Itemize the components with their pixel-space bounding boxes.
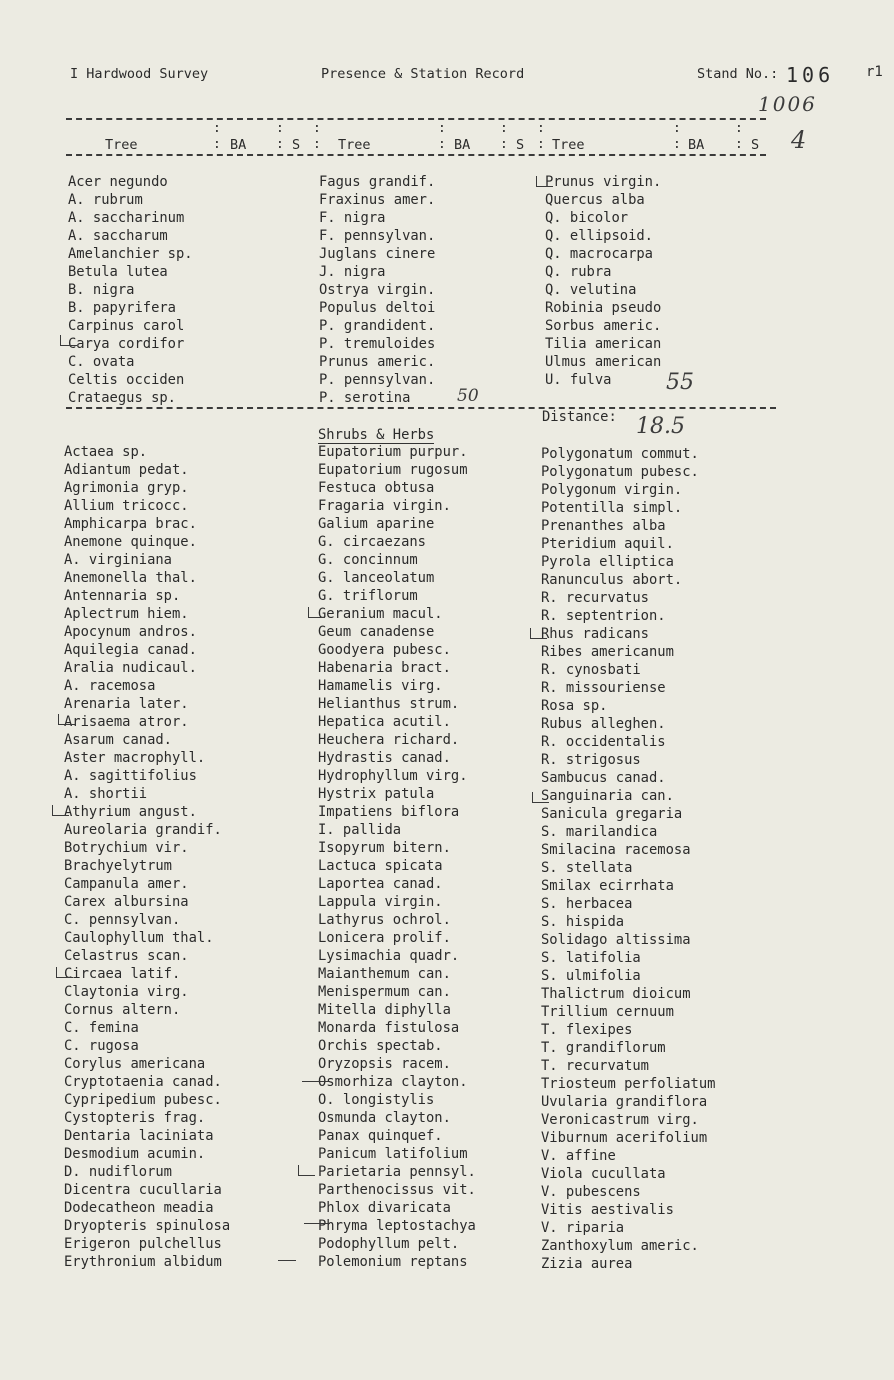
herb-species-item: T. flexipes xyxy=(541,1022,633,1038)
herb-species-item: Hydrastis canad. xyxy=(318,750,451,766)
herb-species-item: Viola cucullata xyxy=(541,1166,666,1182)
check-mark xyxy=(56,967,73,978)
colon-mark: : xyxy=(313,137,321,152)
colon-mark: : xyxy=(537,121,545,136)
tree-species-item: Q. rubra xyxy=(545,264,612,280)
herb-species-item: Rubus alleghen. xyxy=(541,716,666,732)
herb-species-item: Allium tricocc. xyxy=(64,498,189,514)
herb-list-col1 xyxy=(64,443,230,1271)
herb-species-item: Cystopteris frag. xyxy=(64,1110,206,1126)
check-mark xyxy=(532,792,549,803)
herb-species-item: Monarda fistulosa xyxy=(318,1020,460,1036)
herb-species-item: Veronicastrum virg. xyxy=(541,1112,699,1128)
stand-number: 106 xyxy=(786,63,835,87)
herb-species-item: Cypripedium pubesc. xyxy=(64,1092,222,1108)
colon-mark: : xyxy=(313,121,321,136)
herb-species-item: Phryma leptostachya xyxy=(318,1218,476,1234)
corner-mark: r1 xyxy=(866,64,883,80)
herb-species-item: Parthenocissus vit. xyxy=(318,1182,476,1198)
colon-mark: : xyxy=(438,137,446,152)
herb-species-item: Uvularia grandiflora xyxy=(541,1094,708,1110)
herb-species-item: V. pubescens xyxy=(541,1184,641,1200)
herb-species-item: Rosa sp. xyxy=(541,698,608,714)
herb-species-item: Smilacina racemosa xyxy=(541,842,691,858)
ba-header-2: BA xyxy=(454,137,471,153)
tree-list-col3 xyxy=(545,173,661,389)
tree-species-item: Populus deltoi xyxy=(319,300,436,316)
handwritten-column-mark: 4 xyxy=(791,126,807,154)
herb-species-item: Triosteum perfoliatum xyxy=(541,1076,716,1092)
herb-species-item: Corylus americana xyxy=(64,1056,206,1072)
herb-species-item: Parietaria pennsyl. xyxy=(318,1164,476,1180)
tree-species-item: Q. macrocarpa xyxy=(545,246,653,262)
herb-species-item: T. recurvatum xyxy=(541,1058,649,1074)
herb-species-item: Vitis aestivalis xyxy=(541,1202,674,1218)
herb-species-item: Dentaria laciniata xyxy=(64,1128,214,1144)
herb-species-item: D. nudiflorum xyxy=(64,1164,172,1180)
tree-species-item: Fagus grandif. xyxy=(319,174,436,190)
colon-mark: : xyxy=(735,137,743,152)
herb-species-item: Panicum latifolium xyxy=(318,1146,468,1162)
herb-species-item: Aralia nudicaul. xyxy=(64,660,197,676)
herb-species-item: Zizia aurea xyxy=(541,1256,633,1272)
herb-species-item: Oryzopsis racem. xyxy=(318,1056,451,1072)
herb-species-item: Aster macrophyll. xyxy=(64,750,206,766)
herb-species-item: Lysimachia quadr. xyxy=(318,948,460,964)
herb-species-item: Circaea latif. xyxy=(64,966,181,982)
herb-species-item: Arenaria later. xyxy=(64,696,189,712)
herb-species-item: O. longistylis xyxy=(318,1092,435,1108)
herb-species-item: C. rugosa xyxy=(64,1038,139,1054)
s-header-2: S xyxy=(516,137,525,153)
herb-species-item: S. latifolia xyxy=(541,950,641,966)
tree-species-item: Celtis occiden xyxy=(68,372,185,388)
herb-species-item: S. hispida xyxy=(541,914,625,930)
herb-species-item: S. marilandica xyxy=(541,824,658,840)
check-mark xyxy=(536,176,553,187)
colon-mark: : xyxy=(276,137,284,152)
herb-species-item: Arisaema atror. xyxy=(64,714,189,730)
tree-list-col1 xyxy=(68,173,193,407)
colon-mark: : xyxy=(276,121,284,136)
colon-mark: : xyxy=(500,137,508,152)
herb-species-item: Campanula amer. xyxy=(64,876,189,892)
herb-species-item: Ranunculus abort. xyxy=(541,572,683,588)
tree-species-item: Robinia pseudo xyxy=(545,300,662,316)
herb-species-item: Cornus altern. xyxy=(64,1002,181,1018)
tree-species-item: Juglans cinere xyxy=(319,246,436,262)
herb-species-item: Caulophyllum thal. xyxy=(64,930,214,946)
herb-species-item: Hystrix patula xyxy=(318,786,435,802)
tree-header-2: Tree xyxy=(338,137,371,153)
herb-species-item: Brachyelytrum xyxy=(64,858,172,874)
herb-species-item: R. recurvatus xyxy=(541,590,649,606)
record-title: Presence & Station Record xyxy=(321,66,525,82)
herb-species-item: Habenaria bract. xyxy=(318,660,451,676)
herb-species-item: Laportea canad. xyxy=(318,876,443,892)
herb-species-item: Polygonatum pubesc. xyxy=(541,464,699,480)
herb-species-item: Aureolaria grandif. xyxy=(64,822,222,838)
herb-list-col2 xyxy=(318,443,476,1271)
section-divider-dashes xyxy=(66,407,776,409)
herb-species-item: Hydrophyllum virg. xyxy=(318,768,468,784)
check-mark xyxy=(60,335,77,346)
herb-species-item: Trillium cernuum xyxy=(541,1004,674,1020)
tree-species-item: A. saccharinum xyxy=(68,210,185,226)
herb-species-item: Erythronium albidum xyxy=(64,1254,222,1270)
colon-mark: : xyxy=(735,121,743,136)
herb-species-item: A. sagittifolius xyxy=(64,768,197,784)
tree-species-item: U. fulva xyxy=(545,372,612,388)
herb-species-item: Impatiens biflora xyxy=(318,804,460,820)
tree-species-item: Quercus alba xyxy=(545,192,645,208)
herb-species-item: T. grandiflorum xyxy=(541,1040,666,1056)
herb-species-item: R. missouriense xyxy=(541,680,666,696)
tree-species-item: C. ovata xyxy=(68,354,135,370)
colon-mark: : xyxy=(438,121,446,136)
herb-species-item: A. racemosa xyxy=(64,678,156,694)
herb-species-item: Thalictrum dioicum xyxy=(541,986,691,1002)
herb-species-item: G. triflorum xyxy=(318,588,418,604)
tree-species-item: Q. bicolor xyxy=(545,210,629,226)
tree-header-3: Tree xyxy=(552,137,585,153)
tree-species-item: Sorbus americ. xyxy=(545,318,662,334)
herb-species-item: Maianthemum can. xyxy=(318,966,451,982)
check-mark xyxy=(308,607,325,618)
herb-species-item: Solidago altissima xyxy=(541,932,691,948)
tree-species-item: P. tremuloides xyxy=(319,336,436,352)
tree-species-item: Amelanchier sp. xyxy=(68,246,193,262)
herb-species-item: Orchis spectab. xyxy=(318,1038,443,1054)
herb-species-item: Viburnum acerifolium xyxy=(541,1130,708,1146)
colon-mark: : xyxy=(673,137,681,152)
herb-species-item: Smilax ecirrhata xyxy=(541,878,674,894)
herb-species-item: Anemonella thal. xyxy=(64,570,197,586)
herb-species-item: Lonicera prolif. xyxy=(318,930,451,946)
herb-species-item: V. riparia xyxy=(541,1220,625,1236)
tree-species-item: P. grandident. xyxy=(319,318,436,334)
herb-species-item: Botrychium vir. xyxy=(64,840,189,856)
herb-species-item: S. stellata xyxy=(541,860,633,876)
tree-species-item: P. pennsylvan. xyxy=(319,372,436,388)
handwritten-distance-value: 18.5 xyxy=(636,414,685,439)
herb-species-item: R. cynosbati xyxy=(541,662,641,678)
herb-species-item: G. lanceolatum xyxy=(318,570,435,586)
check-mark xyxy=(58,714,75,725)
herb-species-item: Dodecatheon meadia xyxy=(64,1200,214,1216)
herb-species-item: Pyrola elliptica xyxy=(541,554,674,570)
tree-species-item: Carya cordifor xyxy=(68,336,185,352)
herb-species-item: Desmodium acumin. xyxy=(64,1146,206,1162)
herb-species-item: Agrimonia gryp. xyxy=(64,480,189,496)
tree-species-item: Prunus virgin. xyxy=(545,174,662,190)
tree-species-item: Tilia american xyxy=(545,336,662,352)
herb-species-item: Lappula virgin. xyxy=(318,894,443,910)
herb-species-item: Lactuca spicata xyxy=(318,858,443,874)
colon-mark: : xyxy=(537,137,545,152)
herb-species-item: Rhus radicans xyxy=(541,626,649,642)
herb-species-item: Hepatica acutil. xyxy=(318,714,451,730)
herb-species-item: Phlox divaricata xyxy=(318,1200,451,1216)
herb-species-item: Polygonatum commut. xyxy=(541,446,699,462)
herb-species-item: Zanthoxylum americ. xyxy=(541,1238,699,1254)
strike-mark xyxy=(304,1223,330,1224)
herb-species-item: Isopyrum bitern. xyxy=(318,840,451,856)
tree-species-item: Ostrya virgin. xyxy=(319,282,436,298)
herb-species-item: Hamamelis virg. xyxy=(318,678,443,694)
herb-species-item: Adiantum pedat. xyxy=(64,462,189,478)
herb-species-item: V. affine xyxy=(541,1148,616,1164)
herb-species-item: Potentilla simpl. xyxy=(541,500,683,516)
herb-species-item: Mitella diphylla xyxy=(318,1002,451,1018)
survey-title: I Hardwood Survey xyxy=(70,66,209,82)
herb-species-item: Carex albursina xyxy=(64,894,189,910)
colon-mark: : xyxy=(500,121,508,136)
herb-species-item: Sanguinaria can. xyxy=(541,788,674,804)
herb-species-item: Actaea sp. xyxy=(64,444,148,460)
colon-mark: : xyxy=(213,137,221,152)
herb-species-item: I. pallida xyxy=(318,822,402,838)
herb-species-item: Sambucus canad. xyxy=(541,770,666,786)
herb-species-item: Dryopteris spinulosa xyxy=(64,1218,231,1234)
tree-list-col2 xyxy=(319,173,435,407)
herb-species-item: C. femina xyxy=(64,1020,139,1036)
herb-species-item: Ribes americanum xyxy=(541,644,674,660)
s-header-3: S xyxy=(751,137,760,153)
herb-species-item: S. herbacea xyxy=(541,896,633,912)
tree-species-item: F. pennsylvan. xyxy=(319,228,436,244)
herb-species-item: Apocynum andros. xyxy=(64,624,197,640)
herb-species-item: R. septentrion. xyxy=(541,608,666,624)
herb-species-item: Sanicula gregaria xyxy=(541,806,683,822)
herb-species-item: Celastrus scan. xyxy=(64,948,189,964)
herb-species-item: Osmorhiza clayton. xyxy=(318,1074,468,1090)
herb-species-item: Antennaria sp. xyxy=(64,588,181,604)
herb-species-item: Podophyllum pelt. xyxy=(318,1236,460,1252)
herb-species-item: Erigeron pulchellus xyxy=(64,1236,222,1252)
herb-species-item: R. strigosus xyxy=(541,752,641,768)
tree-species-item: P. serotina xyxy=(319,390,411,406)
colon-mark: : xyxy=(213,121,221,136)
herb-species-item: Osmunda clayton. xyxy=(318,1110,451,1126)
stand-label: Stand No.: xyxy=(697,66,779,82)
herb-species-item: R. occidentalis xyxy=(541,734,666,750)
tree-species-item: A. rubrum xyxy=(68,192,143,208)
tree-species-item: Q. ellipsoid. xyxy=(545,228,653,244)
tree-species-item: J. nigra xyxy=(319,264,386,280)
herb-species-item: Heuchera richard. xyxy=(318,732,460,748)
herb-species-item: Eupatorium purpur. xyxy=(318,444,468,460)
tree-species-item: Acer negundo xyxy=(68,174,168,190)
herb-species-item: Menispermum can. xyxy=(318,984,451,1000)
herb-species-item: Helianthus strum. xyxy=(318,696,460,712)
herb-species-item: Prenanthes alba xyxy=(541,518,666,534)
herb-species-item: Anemone quinque. xyxy=(64,534,197,550)
check-mark xyxy=(298,1165,315,1176)
tree-species-item: F. nigra xyxy=(319,210,386,226)
handwritten-stand-number: 1006 xyxy=(758,92,817,116)
herb-species-item: S. ulmifolia xyxy=(541,968,641,984)
herb-species-item: Asarum canad. xyxy=(64,732,172,748)
tree-species-item: B. nigra xyxy=(68,282,135,298)
herb-species-item: A. shortii xyxy=(64,786,148,802)
strike-mark xyxy=(278,1260,296,1261)
handwritten-tree-total: 55 xyxy=(666,370,694,395)
herb-species-item: Cryptotaenia canad. xyxy=(64,1074,222,1090)
herb-species-item: Panax quinquef. xyxy=(318,1128,443,1144)
herb-species-item: Festuca obtusa xyxy=(318,480,435,496)
header-bottom-dashes xyxy=(66,154,766,156)
herb-species-item: Lathyrus ochrol. xyxy=(318,912,451,928)
distance-label: Distance: xyxy=(542,409,617,425)
herb-species-item: Pteridium aquil. xyxy=(541,536,674,552)
herb-list-col3 xyxy=(541,445,715,1273)
herb-species-item: Fragaria virgin. xyxy=(318,498,451,514)
shrubs-herbs-heading: Shrubs & Herbs xyxy=(318,427,435,443)
herb-species-item: G. circaezans xyxy=(318,534,426,550)
tree-species-item: Q. velutina xyxy=(545,282,637,298)
check-mark xyxy=(52,805,69,816)
tree-species-item: A. saccharum xyxy=(68,228,168,244)
herb-species-item: Eupatorium rugosum xyxy=(318,462,468,478)
herb-species-item: Geranium macul. xyxy=(318,606,443,622)
colon-mark: : xyxy=(673,121,681,136)
herb-species-item: C. pennsylvan. xyxy=(64,912,181,928)
herb-species-item: G. concinnum xyxy=(318,552,418,568)
tree-species-item: B. papyrifera xyxy=(68,300,176,316)
herb-species-item: Geum canadense xyxy=(318,624,435,640)
tree-species-item: Prunus americ. xyxy=(319,354,436,370)
tree-header-1: Tree xyxy=(105,137,138,153)
herb-species-item: Polemonium reptans xyxy=(318,1254,468,1270)
tree-species-item: Carpinus carol xyxy=(68,318,185,334)
herb-species-item: Galium aparine xyxy=(318,516,435,532)
herb-species-item: Polygonum virgin. xyxy=(541,482,683,498)
tree-species-item: Crataegus sp. xyxy=(68,390,176,406)
herb-species-item: Aplectrum hiem. xyxy=(64,606,189,622)
handwritten-tree-total: 50 xyxy=(457,386,479,406)
herb-species-item: Amphicarpa brac. xyxy=(64,516,197,532)
tree-species-item: Betula lutea xyxy=(68,264,168,280)
check-mark xyxy=(530,628,547,639)
herb-species-item: Athyrium angust. xyxy=(64,804,197,820)
ba-header-1: BA xyxy=(230,137,247,153)
tree-species-item: Ulmus american xyxy=(545,354,662,370)
herb-species-item: Aquilegia canad. xyxy=(64,642,197,658)
herb-species-item: Dicentra cucullaria xyxy=(64,1182,222,1198)
herb-species-item: Goodyera pubesc. xyxy=(318,642,451,658)
herb-species-item: A. virginiana xyxy=(64,552,172,568)
herb-species-item: Claytonia virg. xyxy=(64,984,189,1000)
tree-species-item: Fraxinus amer. xyxy=(319,192,436,208)
s-header-1: S xyxy=(292,137,301,153)
ba-header-3: BA xyxy=(688,137,705,153)
strike-mark xyxy=(302,1081,330,1082)
header-top-dashes xyxy=(66,118,766,120)
